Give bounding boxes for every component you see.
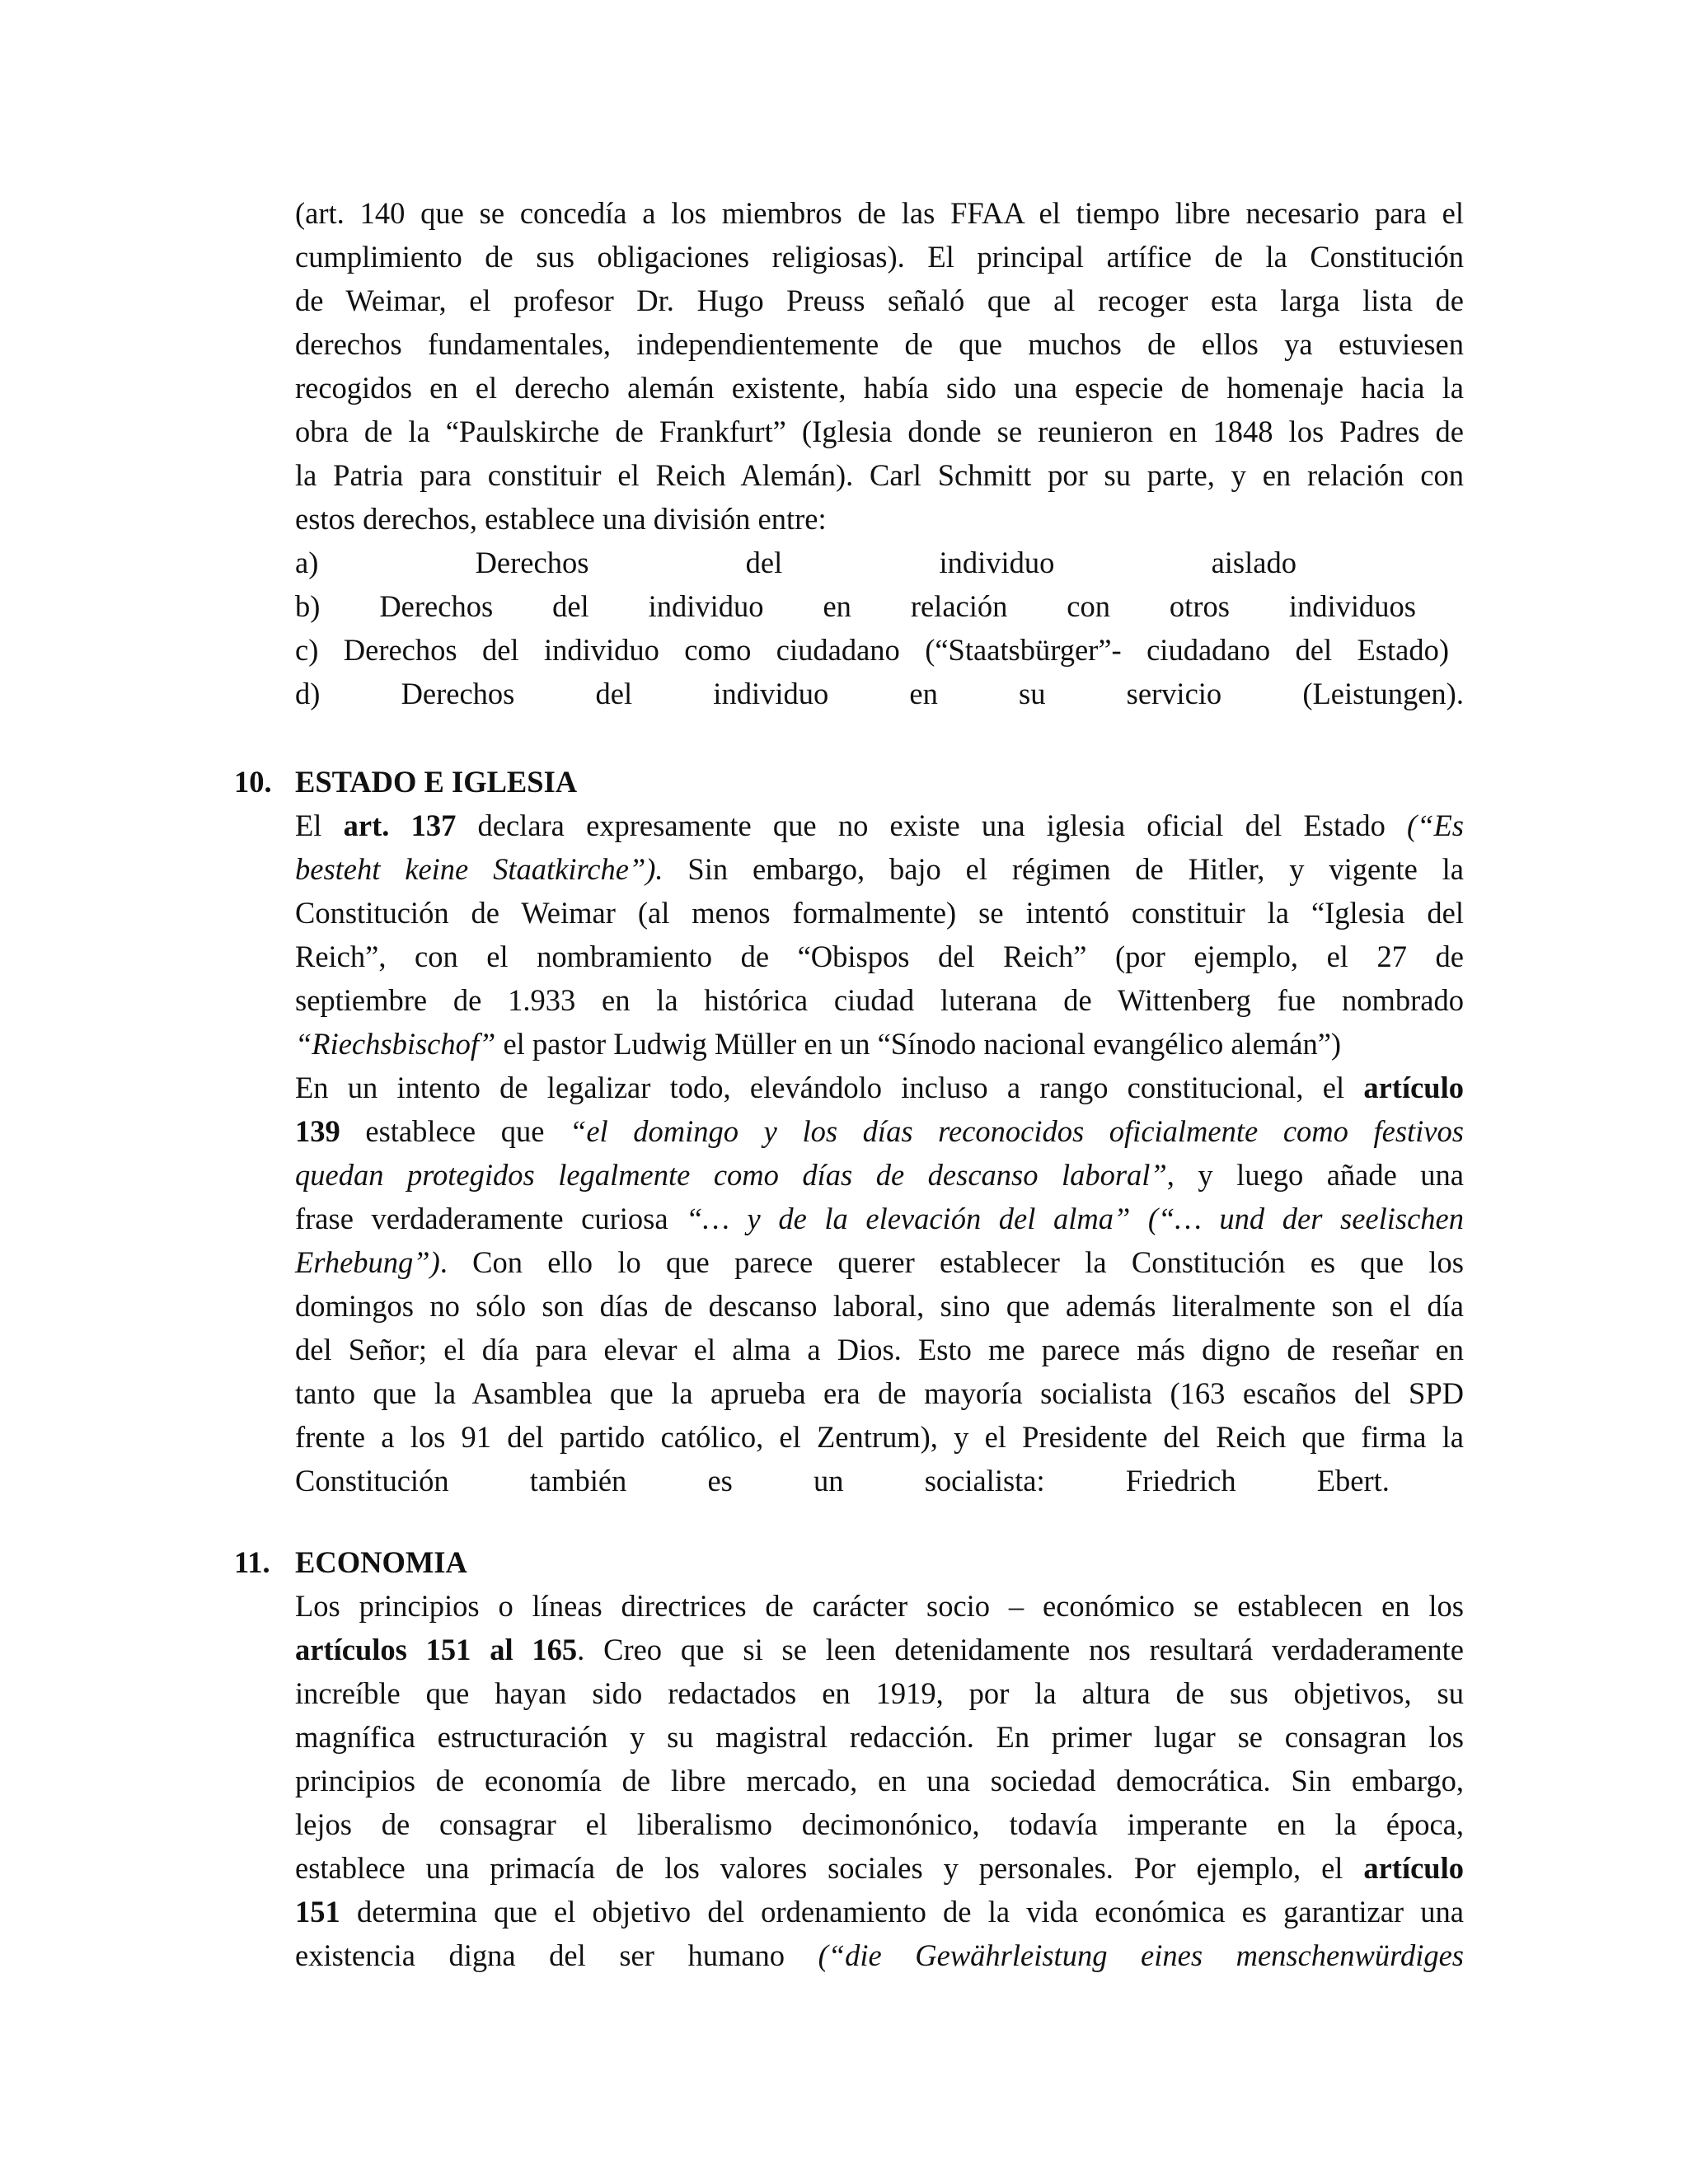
text-line: derechos fundamentales, independientemente de que muchos de ellos ya estuviesen xyxy=(295,327,1464,361)
text-line: 151 determina que el objetivo del ordenamiento de la vida económica es garantizar una xyxy=(295,1895,1464,1929)
text-line: frente a los 91 del partido católico, el Zentrum), y el Presidente del Reich que firma la xyxy=(295,1420,1464,1454)
text-line: besteht keine Staatkirche”). Sin embargo, bajo el régimen de Hitler, y vigente la xyxy=(295,852,1464,886)
text-line: lejos de consagrar el liberalismo decimonónico, todavía imperante en la época, xyxy=(295,1807,1464,1841)
text-line: tanto que la Asamblea que la aprueba era de mayoría socialista (163 escaños del SPD xyxy=(295,1376,1464,1410)
text-line: septiembre de 1.933 en la histórica ciudad luterana de Wittenberg fue nombrado xyxy=(295,983,1464,1017)
text-line: Constitución también es un socialista: Friedrich Ebert. xyxy=(295,1464,1390,1497)
list-word: servicio xyxy=(1126,677,1222,710)
text-line: la Patria para constituir el Reich Alemán). Carl Schmitt por su parte, y en relación con xyxy=(295,458,1464,492)
text-line: 139 establece que “el domingo y los días reconocidos oficialmente como festivos xyxy=(295,1114,1464,1148)
text-line: artículos 151 al 165. Creo que si se leen detenidamente nos resultará verdaderamente xyxy=(295,1633,1465,1666)
list-word: con xyxy=(1067,589,1110,623)
text-line: En un intento de legalizar todo, elevándolo incluso a rango constitucional, el artículo xyxy=(295,1071,1464,1104)
list-word: individuos xyxy=(1288,589,1416,623)
text-line: obra de la “Paulskirche de Frankfurt” (Iglesia donde se reunieron en 1848 los Padres de xyxy=(295,415,1464,448)
list-word: en xyxy=(823,589,851,623)
text-line: recogidos en el derecho alemán existente, había sido una especie de homenaje hacia la xyxy=(295,371,1464,405)
section-number: 11. xyxy=(234,1545,270,1579)
text-line: Constitución de Weimar (al menos formalmente) se intentó constituir la “Iglesia del xyxy=(295,896,1464,930)
text-line: Los principios o líneas directrices de carácter socio – económico se establecen en los xyxy=(295,1589,1464,1623)
text-line: de Weimar, el profesor Dr. Hugo Preuss señaló que al recoger esta larga lista de xyxy=(295,284,1464,317)
section-10-body xyxy=(295,804,1464,1502)
section-number: 10. xyxy=(234,765,272,799)
list-item-a xyxy=(295,541,1296,584)
list-word: relación xyxy=(910,589,1008,623)
list-word: d) xyxy=(295,677,321,710)
list-word: en xyxy=(909,677,938,710)
list-word: individuo xyxy=(713,677,829,710)
text-line: magnífica estructuración y su magistral redacción. En primer lugar se consagran los xyxy=(295,1720,1464,1754)
list-item-c: c) Derechos del individuo como ciudadano (“Staatsbürger”- ciudadano del Estado) xyxy=(295,633,1449,667)
list-word: individuo xyxy=(648,589,764,623)
section-heading xyxy=(234,760,577,804)
text-line: estos derechos, establece una división entre: xyxy=(295,502,827,536)
list-word: (Leistungen). xyxy=(1302,677,1464,710)
list-word: individuo xyxy=(939,546,1055,579)
text-line: cumplimiento de sus obligaciones religiosas). El principal artífice de la Constitución xyxy=(295,240,1464,274)
text-line: quedan protegidos legalmente como días de descanso laboral”, y luego añade una xyxy=(295,1158,1464,1192)
text-line: “Riechsbischof” el pastor Ludwig Müller en un “Sínodo nacional evangélico alemán”) xyxy=(295,1027,1342,1061)
section-title: ESTADO E IGLESIA xyxy=(295,765,578,799)
section-heading xyxy=(234,1540,467,1584)
list-word: del xyxy=(745,546,783,579)
text-line: del Señor; el día para elevar el alma a Dios. Esto me parece más digno de reseñar en xyxy=(295,1333,1464,1366)
list-word: a) xyxy=(295,546,319,579)
list-word: Derechos xyxy=(475,546,589,579)
text-line: frase verdaderamente curiosa “… y de la elevación del alma” (“… und der seelischen xyxy=(295,1202,1464,1235)
list-word: Derechos xyxy=(379,589,494,623)
list-word: su xyxy=(1019,677,1046,710)
text-line: principios de economía de libre mercado, en una sociedad democrática. Sin embargo, xyxy=(295,1764,1464,1797)
text-line: domingos no sólo son días de descanso laboral, sino que además literalmente son el día xyxy=(295,1289,1464,1323)
text-line: Erhebung”). Con ello lo que parece querer establecer la Constitución es que los xyxy=(295,1245,1464,1279)
list-word: del xyxy=(595,677,633,710)
list-word: Derechos xyxy=(401,677,515,710)
text-line: increíble que hayan sido redactados en 1919, por la altura de sus objetivos, su xyxy=(295,1676,1464,1710)
intro-paragraph xyxy=(295,191,1464,715)
text-line: existencia digna del ser humano (“die Gewährleistung eines menschenwürdiges xyxy=(295,1938,1464,1972)
text-line: Reich”, con el nombramiento de “Obispos del Reich” (por ejemplo, el 27 de xyxy=(295,940,1464,973)
list-item-b xyxy=(295,584,1416,628)
text-line: El art. 137 declara expresamente que no existe una iglesia oficial del Estado (“Es xyxy=(295,808,1464,842)
list-item-d xyxy=(295,672,1464,715)
list-word: b) xyxy=(295,589,321,623)
list-word: del xyxy=(552,589,589,623)
section-title: ECONOMIA xyxy=(295,1545,467,1579)
section-11-body xyxy=(295,1584,1464,1977)
text-line: (art. 140 que se concedía a los miembros de las FFAA el tiempo libre necesario para el xyxy=(295,196,1464,230)
list-word: aislado xyxy=(1211,546,1296,579)
text-line: establece una primacía de los valores sociales y personales. Por ejemplo, el artículo xyxy=(295,1851,1464,1885)
list-word: otros xyxy=(1169,589,1230,623)
